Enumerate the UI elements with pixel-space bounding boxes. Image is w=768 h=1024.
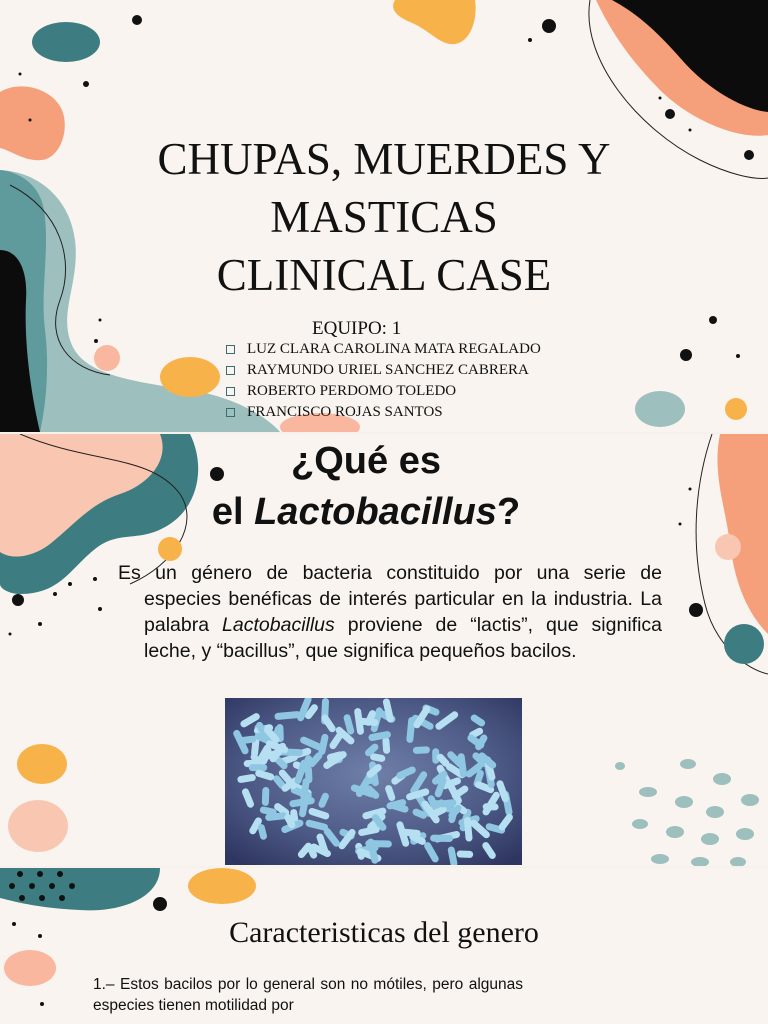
bacillus-rod — [260, 725, 265, 733]
checkbox-bullet-icon — [226, 366, 235, 375]
member-name: LUZ CLARA CAROLINA MATA REGALADO — [247, 341, 541, 357]
bacillus-rod — [247, 763, 261, 764]
bacillus-rod — [259, 773, 271, 777]
bacillus-rod — [416, 812, 424, 815]
bacillus-rod — [309, 823, 324, 827]
bacillus-rod — [322, 737, 325, 751]
bacillus-rod — [269, 816, 284, 818]
bacillus-rod — [474, 718, 481, 723]
title-text: ? — [496, 491, 521, 533]
body-italic: Lactobacillus — [222, 614, 335, 636]
bacillus-rod — [312, 812, 326, 816]
bacillus-rod — [452, 808, 458, 815]
bacillus-rod — [431, 799, 436, 809]
bacillus-rod — [440, 757, 446, 763]
bacillus-rod — [374, 757, 382, 759]
bacillus-rod — [294, 813, 295, 822]
bacillus-rod — [263, 810, 273, 812]
bacillus-rod — [473, 731, 480, 735]
body-text: Es un género de bacteria constituido por una serie de especies benéficas de interés particular en la industria. La palabra — [118, 562, 662, 636]
bacillus-rod — [308, 708, 314, 716]
bacillus-rod — [304, 782, 306, 798]
bacillus-rod — [410, 792, 426, 797]
bacillus-rod — [461, 757, 463, 774]
bacillus-rod — [253, 821, 259, 831]
slide-characteristics — [0, 868, 768, 1024]
bacillus-rod — [443, 803, 453, 804]
slide-title — [0, 0, 768, 432]
bacillus-rod — [246, 792, 251, 804]
bacillus-rod — [435, 810, 444, 814]
characteristics-paragraph: 1.– Estos bacilos por lo general son no mótiles, pero algunas especies tienen motilidad por — [93, 976, 523, 1014]
title-text: el — [211, 491, 255, 533]
list-item — [226, 402, 541, 423]
definition-paragraph — [118, 560, 662, 664]
bacillus-rod — [451, 850, 454, 863]
bacillus-rod — [416, 750, 426, 751]
bacillus-rod — [264, 750, 268, 761]
bacillus-rod — [467, 821, 469, 839]
checkbox-bullet-icon — [226, 345, 235, 354]
title-line: CLINICAL CASE — [216, 250, 552, 300]
bacillus-rod — [362, 830, 377, 833]
bacillus-rod — [389, 789, 392, 798]
member-name: RAYMUNDO URIEL SANCHEZ CABRERA — [247, 362, 529, 378]
slide3-title: Caracteristicas del genero — [229, 916, 539, 949]
bacteria-image — [225, 698, 522, 865]
title-line: CHUPAS, MUERDES Y — [157, 134, 611, 184]
checkbox-bullet-icon — [226, 387, 235, 396]
list-item — [226, 339, 541, 360]
bacillus-rod — [386, 702, 390, 719]
bacillus-rod — [322, 796, 326, 804]
title-text: ¿Qué es — [291, 440, 441, 482]
member-list — [226, 339, 541, 423]
bacillus-rod — [413, 837, 423, 842]
bacillus-rod — [368, 714, 372, 723]
bacillus-rod — [241, 778, 252, 780]
bacillus-rod — [500, 784, 505, 799]
list-item — [226, 360, 541, 381]
body-text: proviene de “lactis”, que significa leche, y “bacillus”, que significa pequeños bacilos. — [144, 614, 663, 662]
member-name: ROBERTO PERDOMO TOLEDO — [247, 383, 457, 399]
bacillus-rod — [402, 832, 417, 833]
title-italic: Lactobacillus — [254, 491, 497, 533]
member-name: FRANCISCO ROJAS SANTOS — [247, 404, 443, 420]
bacillus-rod — [347, 718, 351, 731]
slide2-title — [0, 436, 732, 538]
bacillus-rod — [410, 721, 412, 740]
bacillus-rod — [390, 803, 403, 806]
list-item — [226, 381, 541, 402]
bacillus-rod — [277, 779, 283, 786]
bacillus-rod — [369, 747, 375, 753]
bacillus-rod — [242, 739, 253, 740]
bacillus-rod — [372, 735, 387, 738]
presentation-title — [0, 130, 768, 304]
bacillus-rod — [386, 741, 387, 751]
team-label: EQUIPO: 1 — [312, 318, 402, 339]
slide-lactobacillus — [0, 434, 768, 866]
bacillus-rod — [278, 715, 297, 717]
bacillus-rod — [278, 807, 286, 813]
title-line: MASTICAS — [270, 192, 498, 242]
bacillus-rod — [261, 828, 263, 837]
bacillus-rod — [293, 801, 311, 804]
checkbox-bullet-icon — [226, 408, 235, 417]
bacillus-rod — [288, 818, 292, 825]
bacillus-rod — [371, 842, 375, 860]
